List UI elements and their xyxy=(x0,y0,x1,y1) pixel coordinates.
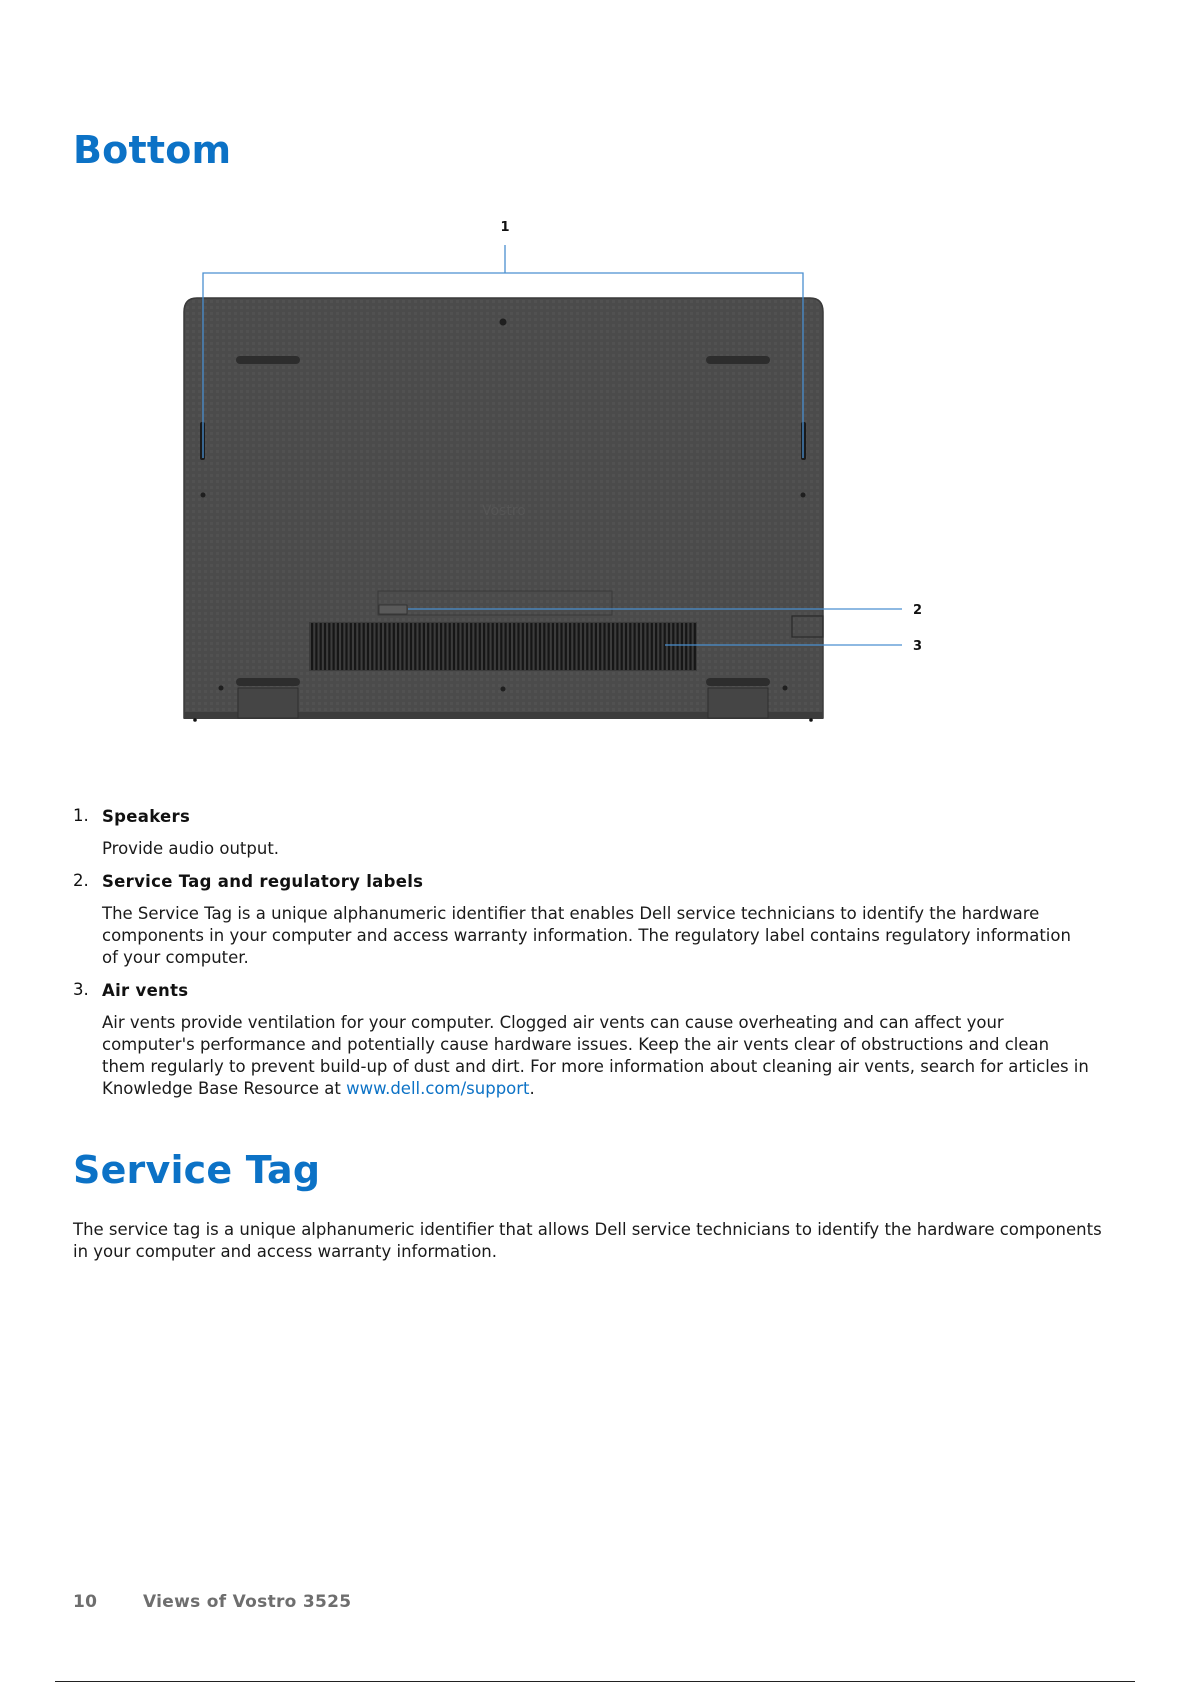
vent-slat xyxy=(393,623,395,670)
vent-slat xyxy=(397,623,399,670)
vent-slat xyxy=(616,623,618,670)
vent-slat xyxy=(573,623,575,670)
vent-slat xyxy=(479,623,481,670)
vent-slat xyxy=(599,623,601,670)
vent-slat xyxy=(552,623,554,670)
vent-slat xyxy=(367,623,369,670)
vent-slat xyxy=(672,623,674,670)
vent-slat xyxy=(569,623,571,670)
vent-slat xyxy=(337,623,339,670)
vent-slat xyxy=(324,623,326,670)
vent-slat xyxy=(474,623,476,670)
rubber-foot xyxy=(236,678,300,686)
service-tag-label xyxy=(379,605,407,614)
callout-number: 3 xyxy=(913,639,923,654)
vent-slat xyxy=(582,623,584,670)
vent-slat xyxy=(651,623,653,670)
vent-slat xyxy=(328,623,330,670)
footer-section-title: Views of Vostro 3525 xyxy=(143,1592,352,1612)
vent-slat xyxy=(634,623,636,670)
list-item-title: Service Tag and regulatory labels xyxy=(102,872,424,891)
vent-slat xyxy=(543,623,545,670)
list-item-title: Air vents xyxy=(102,981,189,1000)
list-item-number: 3. xyxy=(73,980,89,999)
vent-slat xyxy=(436,623,438,670)
callout-number: 1 xyxy=(500,220,510,235)
vent-slat xyxy=(483,623,485,670)
vent-slat xyxy=(410,623,412,670)
vent-slat xyxy=(565,623,567,670)
callout-number: 2 xyxy=(913,603,923,618)
vent-slat xyxy=(427,623,429,670)
vent-slat xyxy=(388,623,390,670)
vent-slat xyxy=(638,623,640,670)
list-item-number: 2. xyxy=(73,871,89,890)
list-item-number: 1. xyxy=(73,806,89,825)
vent-slat xyxy=(401,623,403,670)
vent-slat xyxy=(603,623,605,670)
vent-slat xyxy=(694,623,696,670)
vent-slat xyxy=(358,623,360,670)
vent-slat xyxy=(419,623,421,670)
vent-slat xyxy=(311,623,313,670)
vent-slat xyxy=(466,623,468,670)
component-list xyxy=(73,806,1093,1111)
vent-slat xyxy=(354,623,356,670)
description-text: Air vents provide ventilation for your computer. Clogged air vents can cause overheating and can affect your computer's performance and potentially cause hardware issues. Keep the air vents clear of obstructions and clean them regularly to prevent build-up of dust and dirt. For more information about cleaning air vents, search for articles in Knowledge Base Resource at xyxy=(102,1013,1089,1098)
vent-slat xyxy=(509,623,511,670)
description-text: . xyxy=(529,1079,535,1098)
vent-slat xyxy=(487,623,489,670)
section-heading-bottom: Bottom xyxy=(73,128,232,172)
vent-slat xyxy=(629,623,631,670)
vent-slat xyxy=(621,623,623,670)
vent-slat xyxy=(363,623,365,670)
vent-slat xyxy=(681,623,683,670)
vent-slat xyxy=(655,623,657,670)
footer-divider xyxy=(55,1681,1135,1682)
screw-icon xyxy=(201,493,206,498)
vent-slat xyxy=(341,623,343,670)
vent-slat xyxy=(556,623,558,670)
vent-slat xyxy=(444,623,446,670)
vent-slat xyxy=(440,623,442,670)
rubber-foot xyxy=(706,356,770,364)
list-item-description: The Service Tag is a unique alphanumeric identifier that enables Dell service technicians to identify the hardware components in your computer and access warranty information. The regulatory label contains regulatory information of your computer. xyxy=(102,904,1071,967)
vent-slat xyxy=(406,623,408,670)
vent-slat xyxy=(492,623,494,670)
vent-slat xyxy=(548,623,550,670)
laptop-bottom-figure xyxy=(0,0,1191,760)
rubber-foot xyxy=(236,356,300,364)
vent-slat xyxy=(423,623,425,670)
vent-slat xyxy=(689,623,691,670)
vent-slat xyxy=(380,623,382,670)
air-vent xyxy=(309,622,697,671)
vent-slat xyxy=(371,623,373,670)
vent-slat xyxy=(642,623,644,670)
screw-icon xyxy=(500,319,507,326)
vent-slat xyxy=(462,623,464,670)
vent-slat xyxy=(449,623,451,670)
vent-slat xyxy=(414,623,416,670)
list-item xyxy=(73,980,1093,1100)
vent-slat xyxy=(496,623,498,670)
vent-slat xyxy=(522,623,524,670)
vent-slat xyxy=(457,623,459,670)
laptop-logo: Vostro xyxy=(482,503,526,519)
page-number: 10 xyxy=(73,1592,98,1612)
list-item-description: Provide audio output. xyxy=(102,839,280,858)
vent-slat xyxy=(513,623,515,670)
vent-slat xyxy=(625,623,627,670)
hinge xyxy=(238,688,298,718)
vent-slat xyxy=(345,623,347,670)
vent-slat xyxy=(500,623,502,670)
vent-slat xyxy=(646,623,648,670)
hinge xyxy=(708,688,768,718)
section-heading-service-tag: Service Tag xyxy=(73,1148,321,1192)
vent-slat xyxy=(608,623,610,670)
list-item xyxy=(73,871,1093,969)
vent-slat xyxy=(535,623,537,670)
vent-slat xyxy=(470,623,472,670)
vent-slat xyxy=(668,623,670,670)
screw-icon xyxy=(783,686,788,691)
vent-slat xyxy=(586,623,588,670)
foot-nub xyxy=(809,718,813,722)
vent-slat xyxy=(453,623,455,670)
list-item-title: Speakers xyxy=(102,807,191,826)
service-tag-paragraph: The service tag is a unique alphanumeric identifier that allows Dell service technicians to identify the hardware components in your computer and access warranty information. xyxy=(73,1220,1102,1261)
vent-slat xyxy=(384,623,386,670)
vent-slat xyxy=(526,623,528,670)
vent-slat xyxy=(595,623,597,670)
screw-icon xyxy=(801,493,806,498)
list-item-description xyxy=(102,1012,1092,1100)
vent-slat xyxy=(530,623,532,670)
dell-support-link[interactable]: www.dell.com/support xyxy=(346,1079,530,1098)
vent-slat xyxy=(431,623,433,670)
vent-slat xyxy=(320,623,322,670)
vent-slat xyxy=(685,623,687,670)
vent-slat xyxy=(591,623,593,670)
vent-slat xyxy=(333,623,335,670)
vent-slat xyxy=(350,623,352,670)
vent-slat xyxy=(505,623,507,670)
page-footer xyxy=(73,1592,351,1612)
rubber-foot xyxy=(706,678,770,686)
vent-slat xyxy=(539,623,541,670)
foot-nub xyxy=(193,718,197,722)
vent-slat xyxy=(578,623,580,670)
vent-slat xyxy=(376,623,378,670)
vent-slat xyxy=(612,623,614,670)
vent-slat xyxy=(517,623,519,670)
list-item xyxy=(73,806,1093,860)
vent-slat xyxy=(659,623,661,670)
vent-slat xyxy=(664,623,666,670)
screw-icon xyxy=(501,687,506,692)
screw-icon xyxy=(219,686,224,691)
vent-slat xyxy=(560,623,562,670)
vent-slat xyxy=(677,623,679,670)
vent-slat xyxy=(315,623,317,670)
